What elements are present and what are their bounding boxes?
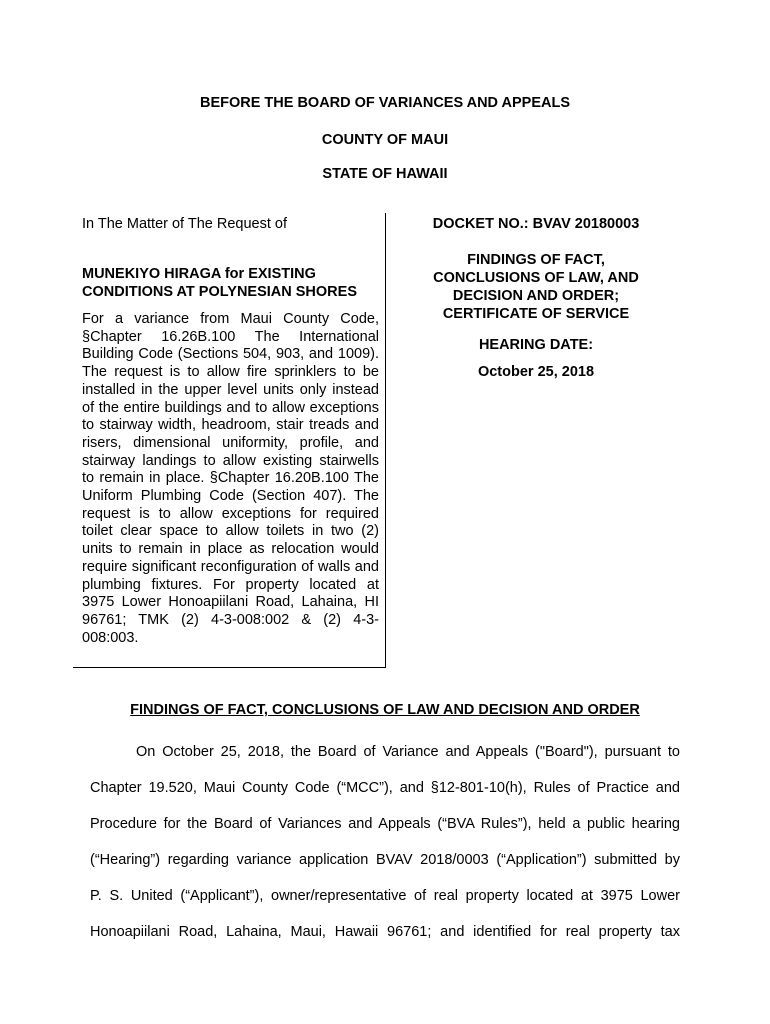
variance-description: For a variance from Maui County Code, §Chapter 16.26B.100 The International Building Code (Sections 504, 903, and 1009). The request is to allow fire sprinklers to be installed in the upper level units only instead of the entire buildings and to allow exceptions to stairway width, headroom, stair treads and risers, dimensional uniformity, profile, and stairway landings to allow existing stairwells to remain in place. §Chapter 16.20B.100 The Uniform Plumbing Code (Section 407). The request is to allow exceptions for required toilet clear space to allow toilets in two (2) units to remain in place as relocation would require significant reconfiguration of walls and plumbing fixtures. For property located at 3975 Lower Honoapiilani Road, Lahaina, HI 96761; TMK (2) 4-3-008:002 & (2) 4-3-008:003. [82, 311, 379, 646]
applicant-line-1: MUNEKIYO HIRAGA for EXISTING [82, 266, 316, 282]
document-title [398, 251, 674, 323]
document-title-line-1: FINDINGS OF FACT, [467, 252, 605, 268]
hearing-date-value: October 25, 2018 [477, 364, 595, 380]
body-line: P. S. United (“Applicant”), owner/representative of real property located at 3975 Lower [90, 888, 680, 904]
body-paragraph [90, 734, 680, 950]
body-line: Honoapiilani Road, Lahaina, Maui, Hawaii 96761; and identified for real property tax [90, 924, 680, 940]
applicant-title [82, 265, 379, 301]
matter-line: In The Matter of The Request of [82, 216, 287, 232]
body-line: (“Hearing”) regarding variance application BVAV 2018/0003 (“Application”) submitted by [90, 852, 680, 868]
county-heading: COUNTY OF MAUI [321, 132, 449, 148]
caption-divider-vertical [385, 213, 386, 668]
body-line: Procedure for the Board of Variances and Appeals (“BVA Rules”), held a public hearing [90, 816, 680, 832]
caption-divider-horizontal [73, 667, 386, 668]
docket-number: DOCKET NO.: BVAV 20180003 [432, 216, 640, 232]
state-heading: STATE OF HAWAII [322, 166, 448, 182]
document-title-line-3: DECISION AND ORDER; [452, 288, 620, 304]
document-title-line-2: CONCLUSIONS OF LAW, AND [433, 270, 639, 286]
applicant-line-2: CONDITIONS AT POLYNESIAN SHORES [82, 284, 357, 300]
body-line: On October 25, 2018, the Board of Variance and Appeals ("Board"), pursuant to [136, 744, 680, 760]
board-heading: BEFORE THE BOARD OF VARIANCES AND APPEALS [199, 95, 571, 111]
section-title: FINDINGS OF FACT, CONCLUSIONS OF LAW AND DECISION AND ORDER [130, 702, 640, 718]
body-line: Chapter 19.520, Maui County Code (“MCC”), and §12-801-10(h), Rules of Practice and [90, 780, 680, 796]
document-title-line-4: CERTIFICATE OF SERVICE [442, 306, 630, 322]
hearing-date-label: HEARING DATE: [478, 337, 594, 353]
